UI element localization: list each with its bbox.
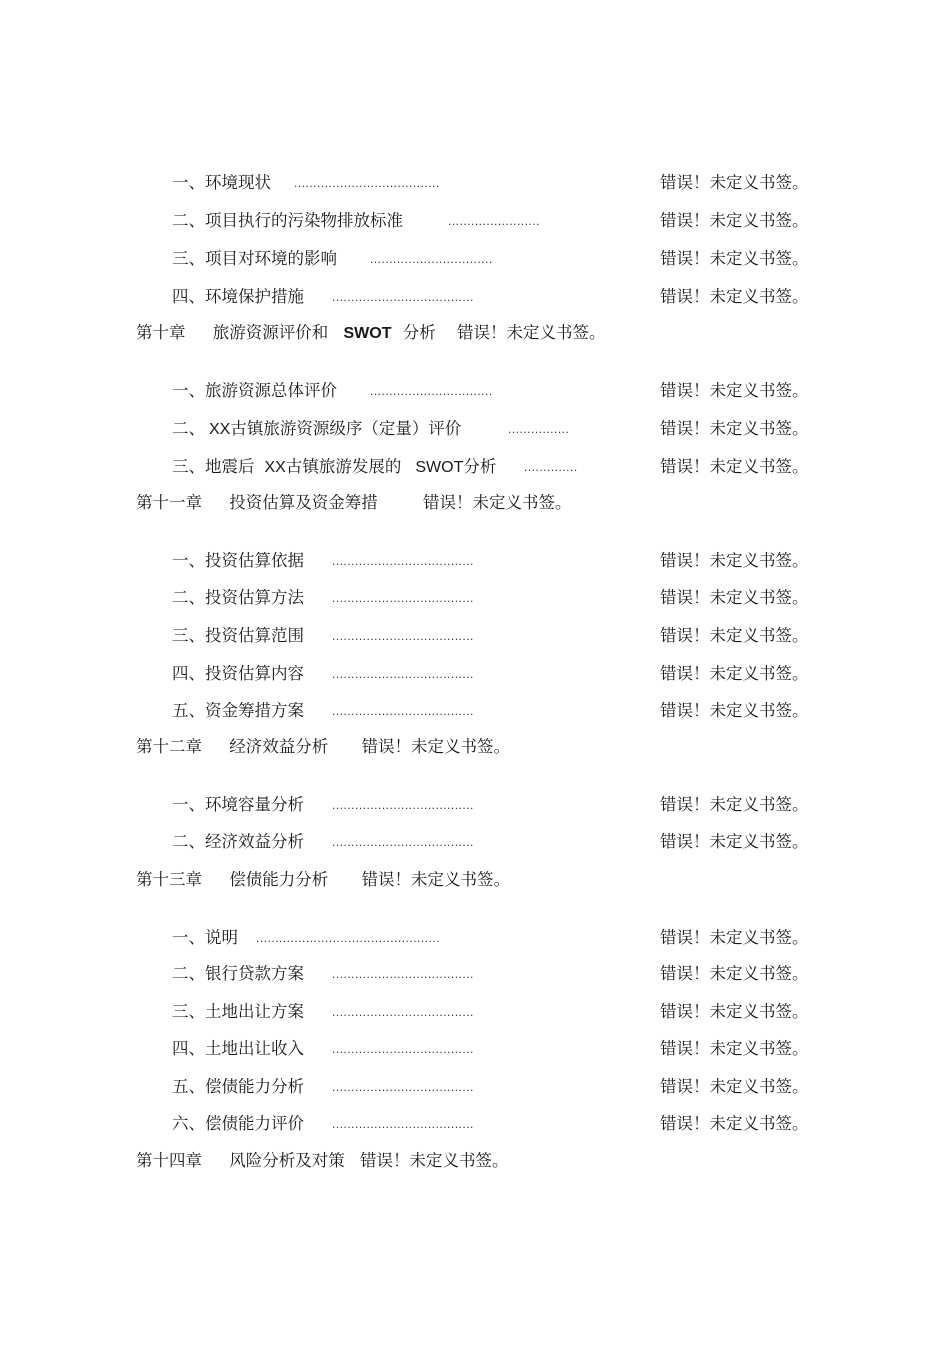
toc-leader-dots: .....................................	[332, 290, 474, 304]
toc-entry[interactable]	[172, 455, 809, 479]
toc-entry-title: 四、投资估算内容	[172, 664, 304, 683]
toc-leader-dots: .....................................	[332, 835, 474, 849]
toc-leader-dots: .....................................	[332, 1117, 474, 1131]
toc-page-ref: 错误！未定义书签。	[660, 701, 809, 720]
toc-page-ref: 错误！未定义书签。	[660, 173, 809, 192]
toc-entry-title: 一、旅游资源总体评价	[172, 381, 337, 400]
toc-page-ref: 错误！未定义书签。	[360, 1151, 509, 1170]
toc-page-ref: 错误！未定义书签。	[660, 287, 809, 306]
toc-entry-title: 二、	[172, 419, 205, 438]
toc-entry[interactable]	[172, 209, 809, 233]
toc-chapter[interactable]	[136, 1149, 509, 1173]
toc-entry[interactable]	[172, 1037, 809, 1061]
toc-entry-title: 一、说明	[172, 928, 238, 947]
chapter-title: 经济效益分析	[229, 737, 329, 756]
toc-entry[interactable]	[172, 1112, 809, 1136]
toc-leader-dots: .....................................	[332, 667, 474, 681]
toc-leader-dots: .....................................	[332, 798, 474, 812]
toc-page-ref: 错误！未定义书签。	[660, 249, 809, 268]
toc-entry-title: 五、偿债能力分析	[172, 1077, 304, 1096]
toc-page-ref: 错误！未定义书签。	[660, 928, 809, 947]
toc-entry-title: 一、投资估算依据	[172, 551, 304, 570]
toc-leader-dots: ................................	[370, 252, 493, 266]
chapter-title-latin: SWOT	[343, 325, 392, 342]
toc-page-ref: 错误！未定义书签。	[660, 1002, 809, 1021]
toc-entry-title: 三、项目对环境的影响	[172, 249, 337, 268]
chapter-number: 第十二章	[136, 737, 202, 756]
toc-entry[interactable]	[172, 962, 809, 986]
toc-page-ref: 错误！未定义书签。	[660, 419, 809, 438]
toc-entry-title-rest: 古镇旅游资源级序（定量）评价	[230, 419, 462, 438]
toc-entry-title: 六、偿债能力评价	[172, 1114, 304, 1133]
toc-entry[interactable]	[172, 586, 809, 610]
toc-entry-title-latin-2: SWOT	[415, 459, 464, 476]
chapter-number: 第十三章	[136, 870, 202, 889]
toc-entry[interactable]	[172, 247, 809, 271]
toc-entry-title: 一、环境容量分析	[172, 795, 304, 814]
toc-page-ref: 错误！未定义书签。	[660, 1039, 809, 1058]
toc-entry-title: 四、环境保护措施	[172, 287, 304, 306]
toc-entry[interactable]	[172, 285, 809, 309]
toc-entry-title: 二、银行贷款方案	[172, 964, 304, 983]
toc-leader-dots: ........................	[448, 214, 541, 228]
toc-leader-dots: ................	[508, 422, 570, 436]
chapter-title: 风险分析及对策	[229, 1151, 345, 1170]
toc-entry-title-latin: XX	[264, 459, 286, 476]
toc-entry[interactable]	[172, 699, 809, 723]
chapter-number: 第十四章	[136, 1151, 202, 1170]
toc-chapter[interactable]	[136, 735, 510, 759]
toc-chapter[interactable]	[136, 868, 510, 892]
toc-entry-title: 三、土地出让方案	[172, 1002, 304, 1021]
toc-entry-title: 三、地震后	[172, 457, 255, 476]
toc-page-ref: 错误！未定义书签。	[660, 588, 809, 607]
toc-page-ref: 错误！未定义书签。	[660, 1077, 809, 1096]
toc-leader-dots: .....................................	[332, 1080, 474, 1094]
toc-entry-title: 二、投资估算方法	[172, 588, 304, 607]
toc-chapter[interactable]	[136, 491, 572, 515]
toc-page-ref: 错误！未定义书签。	[660, 381, 809, 400]
chapter-title-suffix: 分析	[402, 323, 436, 342]
toc-page-ref: 错误！未定义书签。	[660, 551, 809, 570]
toc-entry[interactable]	[172, 1000, 809, 1024]
chapter-title: 旅游资源评价和	[212, 323, 329, 342]
toc-page-ref: 错误！未定义书签。	[660, 795, 809, 814]
toc-leader-dots: ................................................	[256, 931, 441, 945]
toc-entry[interactable]	[172, 1075, 809, 1099]
toc-entry[interactable]	[172, 830, 809, 854]
toc-page-ref: 错误！未定义书签。	[660, 1114, 809, 1133]
toc-entry[interactable]	[172, 379, 809, 403]
toc-page-ref: 错误！未定义书签。	[660, 832, 809, 851]
toc-entry-title: 四、土地出让收入	[172, 1039, 304, 1058]
toc-page-ref: 错误！未定义书签。	[361, 737, 510, 756]
toc-leader-dots: ................................	[370, 384, 493, 398]
toc-leader-dots: ......................................	[294, 176, 440, 190]
toc-entry-title: 三、投资估算范围	[172, 626, 304, 645]
toc-entry[interactable]	[172, 171, 809, 195]
toc-leader-dots: .....................................	[332, 967, 474, 981]
toc-entry-title: 一、环境现状	[172, 173, 271, 192]
toc-leader-dots: .....................................	[332, 591, 474, 605]
toc-chapter[interactable]	[136, 321, 606, 345]
toc-page-ref: 错误！未定义书签。	[660, 664, 809, 683]
toc-page-ref: 错误！未定义书签。	[660, 211, 809, 230]
toc-page-ref: 错误！未定义书签。	[660, 457, 809, 476]
toc-leader-dots: ..............	[524, 460, 578, 474]
toc-page-ref: 错误！未定义书签。	[660, 626, 809, 645]
toc-entry[interactable]	[172, 662, 809, 686]
toc-page-ref: 错误！未定义书签。	[660, 964, 809, 983]
toc-page-ref: 错误！未定义书签。	[457, 323, 606, 342]
toc-entry[interactable]	[172, 417, 809, 441]
toc-entry-title: 二、经济效益分析	[172, 832, 304, 851]
toc-entry-title: 二、项目执行的污染物排放标准	[172, 211, 403, 230]
chapter-title: 投资估算及资金筹措	[229, 493, 378, 512]
toc-leader-dots: .....................................	[332, 554, 474, 568]
toc-leader-dots: .....................................	[332, 704, 474, 718]
toc-leader-dots: .....................................	[332, 629, 474, 643]
toc-page-ref: 错误！未定义书签。	[423, 493, 572, 512]
toc-entry[interactable]	[172, 793, 809, 817]
toc-page-ref: 错误！未定义书签。	[361, 870, 510, 889]
toc-entry-title-mid: 古镇旅游发展的	[285, 457, 402, 476]
toc-entry-title: 五、资金筹措方案	[172, 701, 304, 720]
chapter-number: 第十一章	[136, 493, 202, 512]
chapter-title: 偿债能力分析	[229, 870, 329, 889]
chapter-number: 第十章	[136, 323, 186, 342]
toc-entry[interactable]	[172, 549, 809, 573]
toc-entry-title-end: 分析	[463, 457, 497, 476]
toc-entry[interactable]	[172, 624, 809, 648]
toc-entry-title-latin: XX	[209, 421, 231, 438]
toc-leader-dots: .....................................	[332, 1005, 474, 1019]
toc-entry[interactable]	[172, 926, 809, 950]
toc-leader-dots: .....................................	[332, 1042, 474, 1056]
